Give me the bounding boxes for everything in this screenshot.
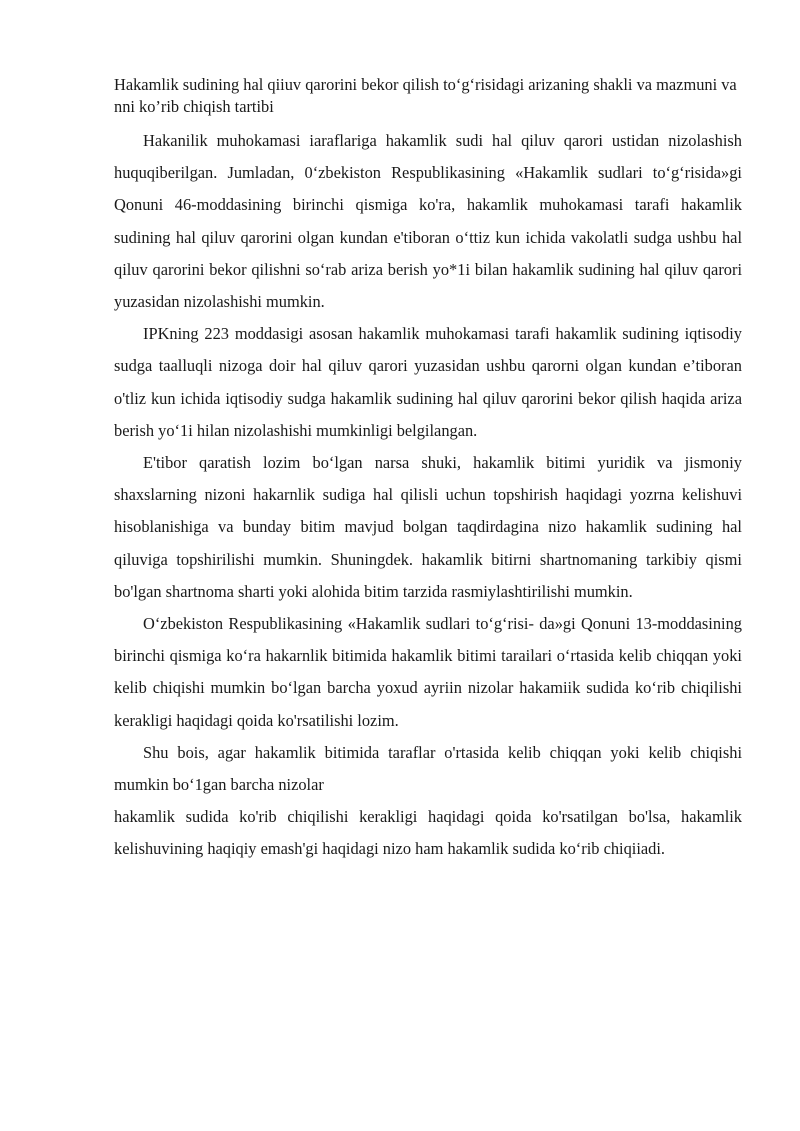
document-heading: Hakamlik sudining hal qiiuv qarorini bekor qilish to‘g‘risidagi arizaning shakli va mazmuni va nni ko’rib chiqish tartibi bbox=[114, 75, 737, 116]
paragraph-5: Shu bois, agar hakamlik bitimida taraflar o'rtasida kelib chiqqan yoki kelib chiqishi mumkin bo‘1gan barcha nizolar bbox=[114, 742, 742, 795]
paragraph-3: E'tibor qaratish lozim bo‘lgan narsa shuki, hakamlik bitimi yuridik va jismoniy shaxslarning nizoni hakarnlik sudiga hal qilisli uchun topshirish haqidagi yozrna kelishuvi hisoblanishiga va bunday bitim mavjud bolgan taqdirdagina nizo hakamlik sudining hal qiluviga topshirilishi mumkin. Shuningdek. hakamlik bitirni shartnomaning tarkibiy qismi bo'lgan shartnoma sharti yoki alohida bitim tarzida rasmiylashtirilishi mumkin. bbox=[114, 453, 742, 601]
paragraph-1: Hakanilik muhokamasi iaraflariga hakamlik sudi hal qiluv qarori ustidan nizolashish huquqiberilgan. Jumladan, 0‘zbekiston Respublikasining «Hakamlik sudlari to‘g‘risida»gi Qonuni 46-moddasining birinchi qismiga ko'ra, hakamlik muhokamasi tarafi hakamlik sudining hal qiluv qarorini olgan kundan e'tiboran o‘ttiz kun ichida vakolatli sudga ushbu hal qiluv qarorini bekor qilishni so‘rab ariza berish yo*1i bilan hakamlik sudining hal qiluv qarori yuzasidan nizolashishi mumkin. bbox=[114, 131, 742, 312]
paragraph-2: IPKning 223 moddasigi asosan hakamlik muhokamasi tarafi hakamlik sudining iqtisodiy sudga taalluqli nizoga doir hal qiluv qarori yuzasidan ushbu qarorni olgan kundan e’tiboran o'tliz kun ichida iqtisodiy sudga hakamlik sudining hal qiluv qarorini bekor qilish haqida ariza berish yo‘1i hilan nizolashishi mumkinligi belgilangan. bbox=[114, 324, 742, 440]
paragraph-4: O‘zbekiston Respublikasining «Hakamlik sudlari to‘g‘risi- da»gi Qonuni 13-moddasining birinchi qismiga ko‘ra hakarnlik bitimida hakamlik bitimi tarailari o‘rtasida kelib chiqqan yoki kelib chiqishi mumkin bo‘lgan barcha yoxud ayriin nizolar hakamiik sudida ko‘rib chiqilishi kerakligi haqidagi qoida ko'rsatilishi lozim. bbox=[114, 614, 742, 730]
document-page bbox=[114, 74, 742, 866]
paragraph-5-continuation: hakamlik sudida ko'rib chiqilishi kerakligi haqidagi qoida ko'rsatilgan bo'lsa, hakamlik kelishuvining haqiqiy emash'gi haqidagi nizo ham hakamlik sudida ko‘rib chiqiiadi. bbox=[114, 807, 742, 859]
